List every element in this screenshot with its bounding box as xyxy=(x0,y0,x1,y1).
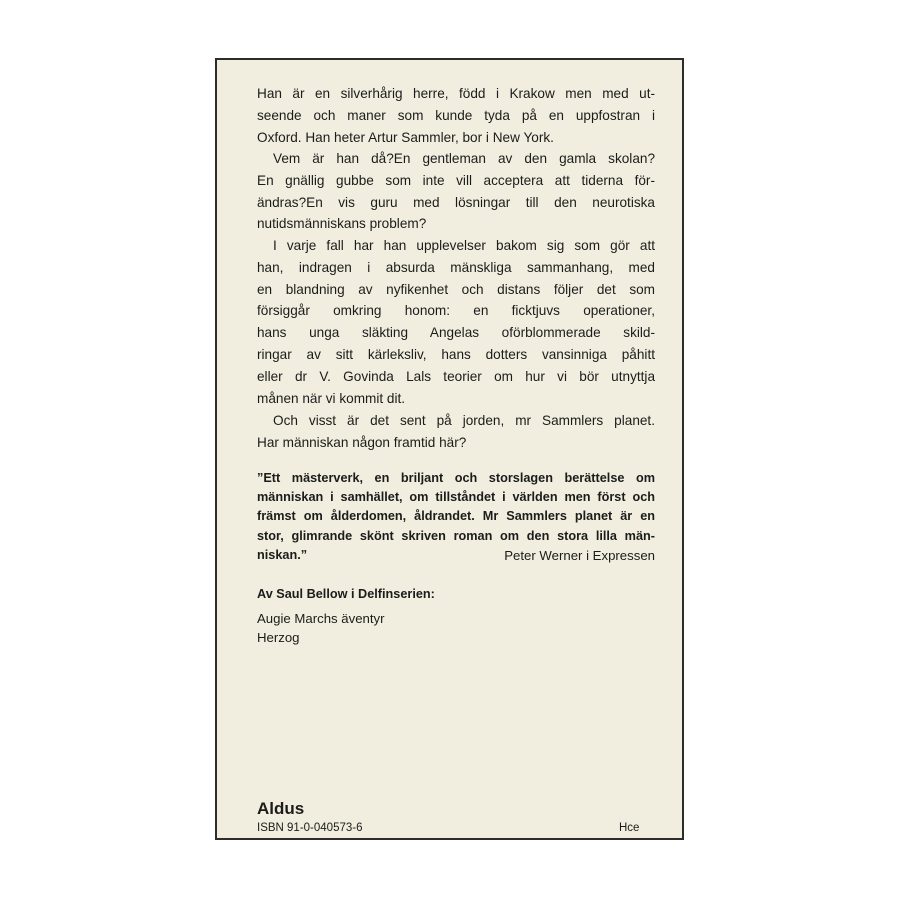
text-line: månen när vi kommit dit. xyxy=(257,390,406,406)
review-quote xyxy=(257,469,655,565)
text-line: nutidsmänniskans problem? xyxy=(257,216,427,232)
text-line: Och visst är det sent på jorden, mr Sammlers planet. xyxy=(273,413,655,428)
text-line: ringar av sitt kärleksliv, hans dotters vansinniga påhitt xyxy=(257,346,655,362)
text-line: försiggår omkring honom: en ficktjuvs operationer, xyxy=(257,303,655,319)
text-line: hans unga släkting Angelas oförblommerade skild- xyxy=(257,325,655,341)
text-line: seende och maner som kunde tyda på en uppfostran i xyxy=(257,107,655,123)
description-paragraph-4 xyxy=(257,410,655,454)
isbn-number: ISBN 91-0-040573-6 xyxy=(257,822,363,834)
description-paragraph-1 xyxy=(257,83,655,148)
text-line: Oxford. Han heter Artur Sammler, bor i New York. xyxy=(257,129,554,145)
text-line: I varje fall har han upplevelser bakom sig som gör att xyxy=(273,238,655,253)
text-line: eller dr V. Govinda Lals teorier om hur vi bör utnyttja xyxy=(257,368,655,384)
text-line: Han är en silverhårig herre, född i Krakow men med ut- xyxy=(257,86,655,101)
quote-line: främst om ålderdomen, åldrandet. Mr Sammlers planet är en xyxy=(257,509,655,524)
quote-line: ”Ett mästerverk, en briljant och storslagen berättelse om xyxy=(257,471,655,485)
text-line: en blandning av nyfikenhet och distans följer det som xyxy=(257,281,655,297)
text-line: Har människan någon framtid här? xyxy=(257,434,467,450)
quote-line: niskan.” xyxy=(257,547,308,562)
description-paragraph-2 xyxy=(257,148,655,235)
publisher-logo: Aldus xyxy=(257,799,305,818)
quote-line: människan i samhället, om tillståndet i världen men först och xyxy=(257,490,655,505)
quote-end-row xyxy=(257,546,655,565)
series-title: Augie Marchs äventyr xyxy=(257,611,385,626)
text-line: han, indragen i absurda mänskliga sammanhang, med xyxy=(257,259,655,275)
text-line: Vem är han då?En gentleman av den gamla skolan? xyxy=(273,151,655,166)
series-title-list xyxy=(257,610,385,647)
series-code: Hce xyxy=(619,822,640,834)
text-line: En gnällig gubbe som inte vill acceptera att tiderna för- xyxy=(257,172,655,188)
text-line: ändras?En vis guru med lösningar till den neurotiska xyxy=(257,194,655,210)
series-heading: Av Saul Bellow i Delfinserien: xyxy=(257,587,435,601)
series-title: Herzog xyxy=(257,629,300,645)
description-paragraph-3 xyxy=(257,235,655,409)
review-attribution: Peter Werner i Expressen xyxy=(504,547,655,563)
quote-line: stor, glimrande skönt skriven roman om den stora lilla män- xyxy=(257,528,655,543)
book-back-cover xyxy=(215,58,684,840)
